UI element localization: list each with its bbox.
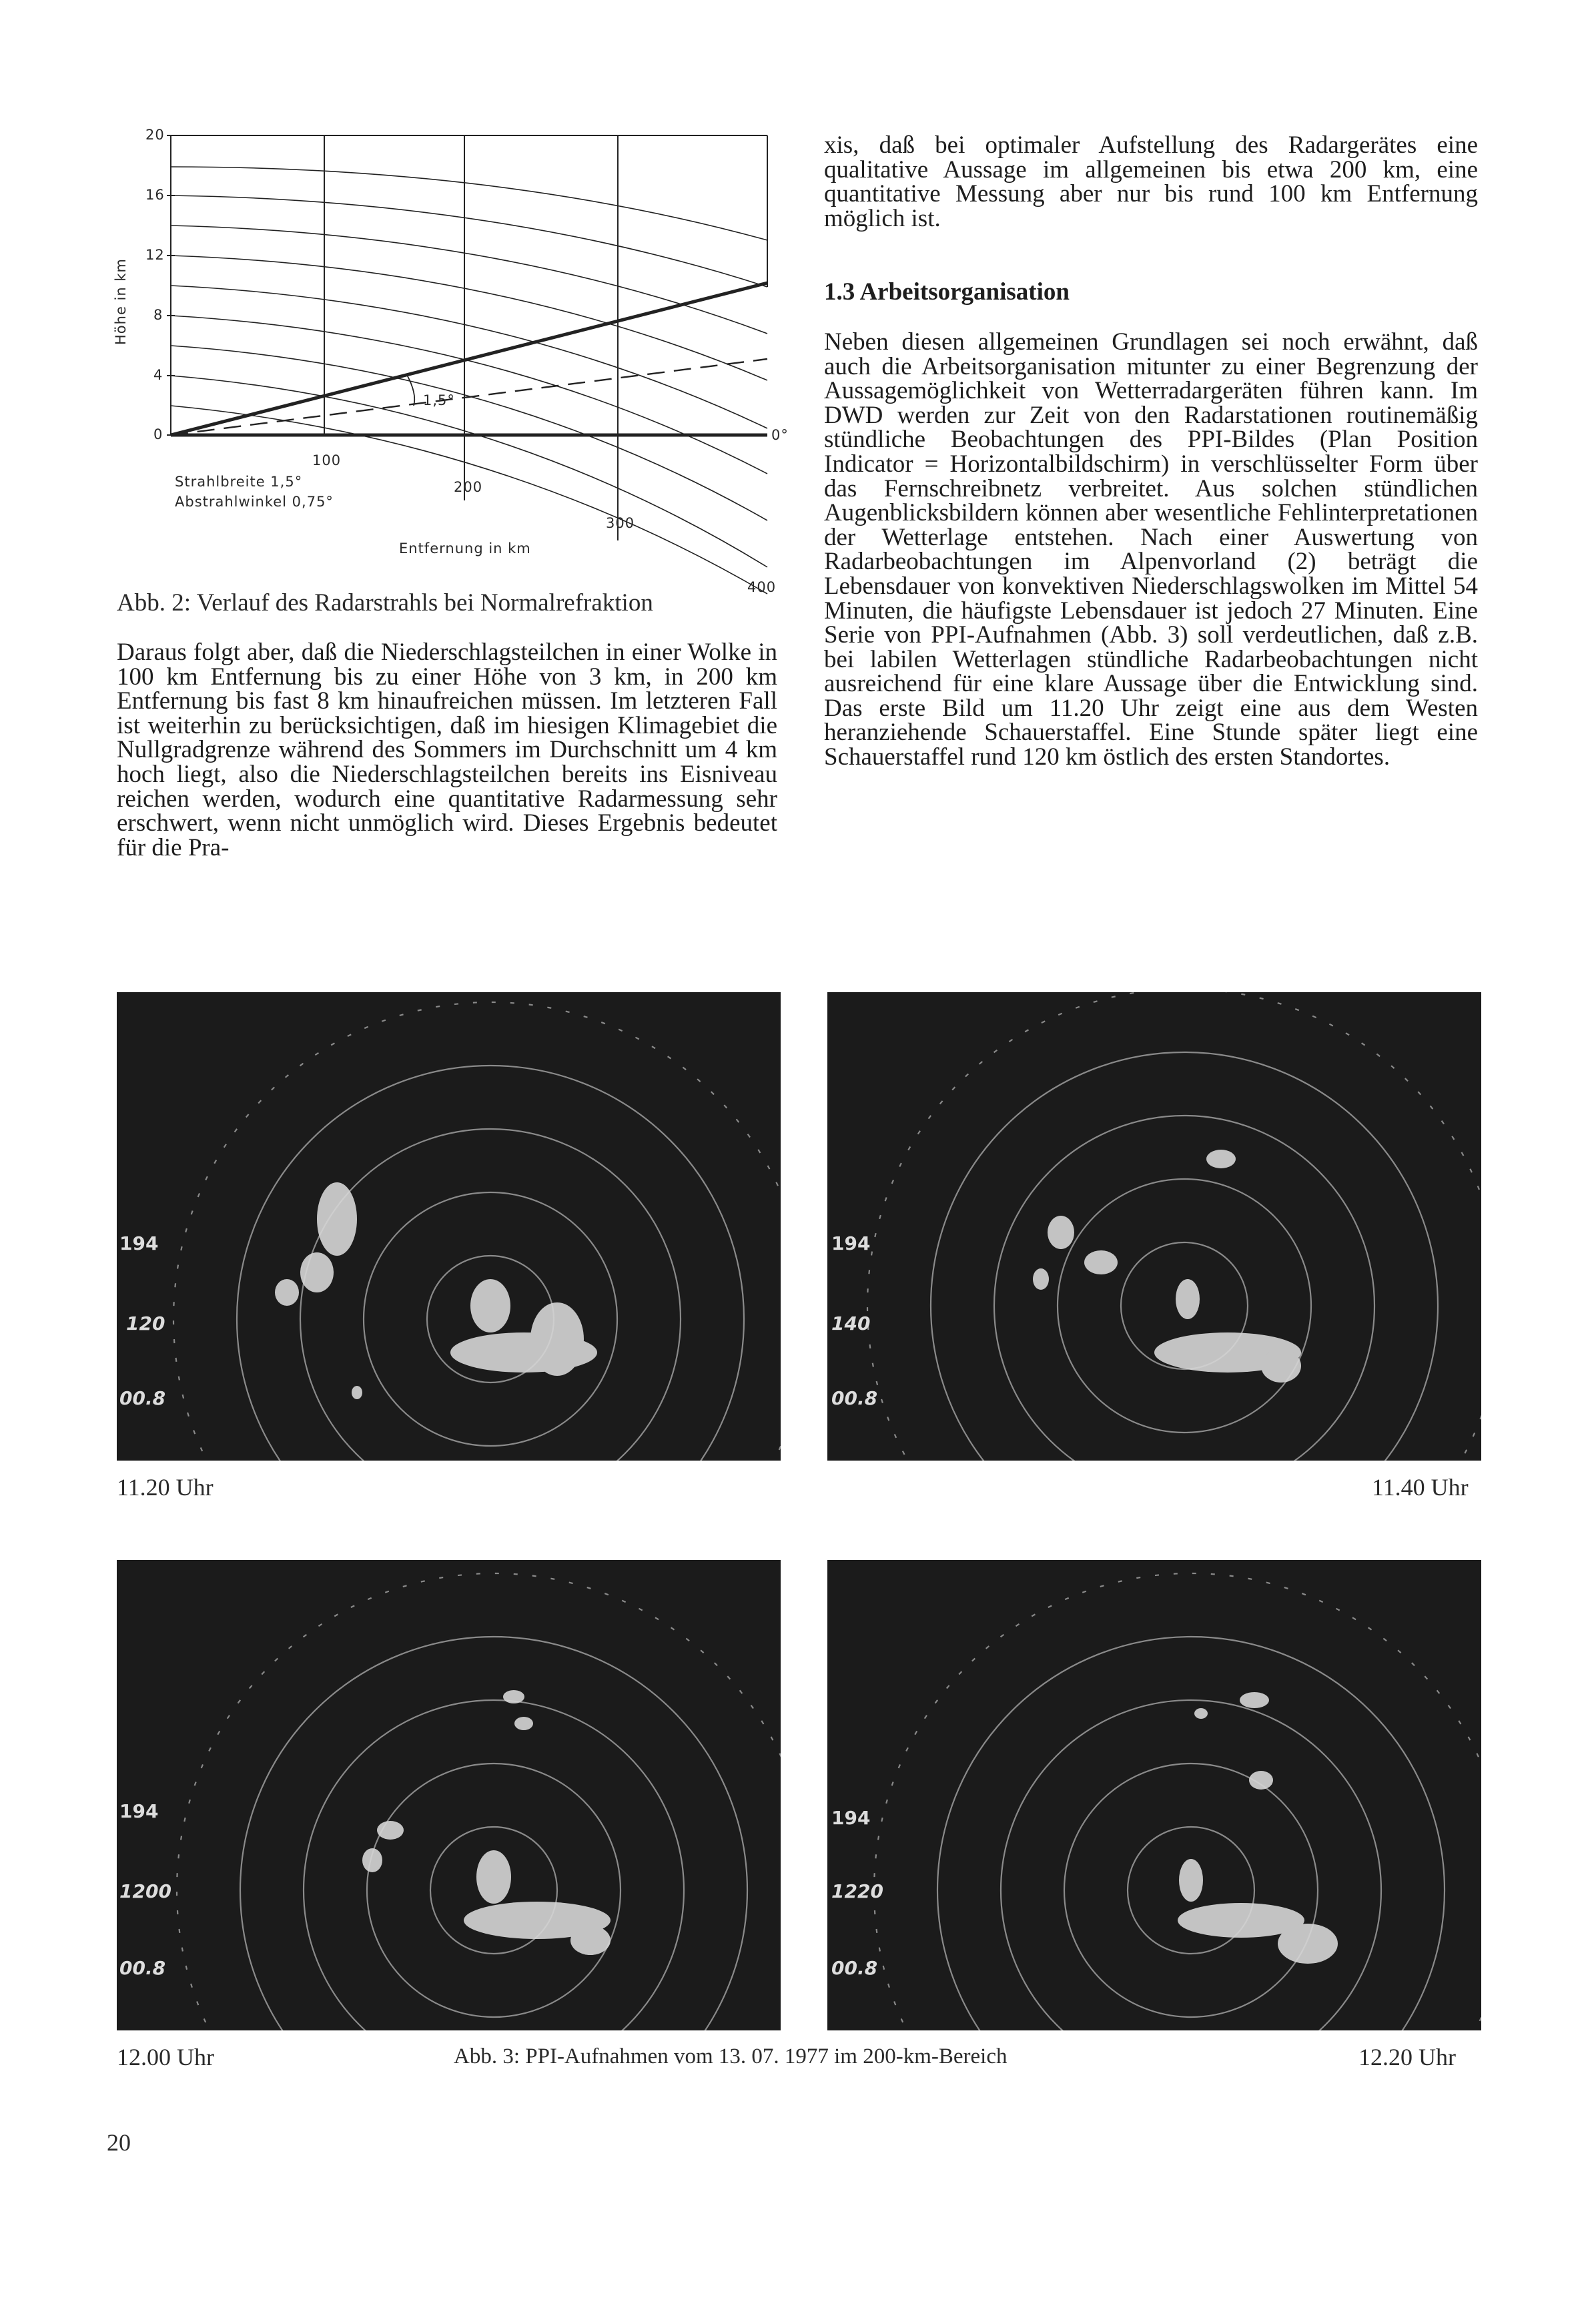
x-tick-400: 400 [747, 579, 777, 595]
right-paragraph-2: Neben diesen allgemeinen Grundlagen sei noch erwähnt, daß auch die Arbeitsorganisation mitunter zu einer Begrenzung der Aussagemöglichkeit von Wetterradargeräten führen kann. Im DWD werden zur Zeit von den Radarstationen routinemäßig stündliche Beobachtungen des PPI-Bildes (Plan Position Indicator = Horizontalbildschirm) in verschlüsselter Form über das Fernschreibnetz verbreitet. Aus solchen stündlichen Augenblicksbildern können aber wesentliche Fehlinterpretationen der Wetterlage entstehen. Nach einer Auswertung von Radarbeobachtungen im Alpenvorland (2) beträgt die Lebensdauer von konvektiven Niederschlagswolken im Mittel 54 Minuten, die häufigste Lebensdauer ist jedoch 27 Minuten. Eine Serie von PPI-Aufnahmen (Abb. 3) soll verdeutlichen, daß z.B. bei labilen Wetterlagen stündliche Radarbeobachtungen nicht ausreichend für eine klare Aussage über die Entwicklung sind. Das erste Bild um 11.20 Uhr zeigt eine aus dem Westen heranziehende Schauerstaffel. Eine Stunde später liegt eine Schauerstaffel rund 120 km östlich des ersten Standortes. [824, 328, 1478, 771]
y-tick-12: 12 [145, 247, 165, 263]
ppi-label-time-3: 1200 [119, 1880, 171, 1902]
photo-4-time: 12.20 Uhr [1358, 2044, 1456, 2070]
y-tick-20: 20 [145, 127, 165, 143]
left-column [117, 641, 777, 860]
beam-width-label: Strahlbreite 1,5° [175, 474, 303, 490]
figure-2-caption: Abb. 2: Verlauf des Radarstrahls bei Normalrefraktion [117, 589, 653, 617]
ppi-label-time-4: 1220 [831, 1880, 883, 1902]
section-heading: 1.3 Arbeitsorganisation [824, 278, 1070, 306]
y-tick-8: 8 [153, 307, 163, 323]
ppi-label-gain-2: 00.8 [831, 1387, 878, 1409]
ppi-photo-4 [827, 1560, 1481, 2030]
photo-3-time: 12.00 Uhr [117, 2044, 214, 2070]
y-tick-16: 16 [145, 187, 165, 203]
ppi-image-3 [117, 1560, 781, 2030]
figure-2 [100, 127, 801, 607]
y-tick-0: 0 [153, 426, 163, 442]
ppi-label-time-2: 140 [831, 1312, 871, 1334]
figure-3-caption: Abb. 3: PPI-Aufnahmen vom 13. 07. 1977 im 200-km-Bereich [454, 2044, 1008, 2068]
elevation-label: Abstrahlwinkel 0,75° [175, 494, 334, 510]
ppi-photo-2 [827, 992, 1481, 1461]
photo-2-time: 11.40 Uhr [1372, 1474, 1469, 1501]
ppi-label-azimuth-3: 194 [119, 1800, 159, 1822]
refraction-diagram [100, 127, 801, 607]
ppi-image-4 [827, 1560, 1481, 2030]
ppi-label-azimuth-2: 194 [831, 1232, 871, 1254]
ppi-label-gain-3: 00.8 [119, 1957, 166, 1979]
x-tick-300: 300 [606, 515, 635, 531]
y-axis-label: Höhe in km [113, 258, 129, 345]
ppi-label-azimuth-4: 194 [831, 1807, 871, 1829]
right-paragraph-1: xis, daß bei optimaler Aufstellung des Radargerätes eine qualitative Aussage im allgemeinen bis etwa 200 km, eine quantitative Messung aber nur bis rund 100 km Entfernung möglich ist. [824, 131, 1478, 232]
ppi-image-2 [827, 992, 1481, 1461]
ppi-image-1 [117, 992, 781, 1461]
x-axis-label: Entfernung in km [399, 540, 531, 556]
ppi-label-gain-4: 00.8 [831, 1957, 878, 1979]
zero-angle-label: 0° [771, 427, 789, 443]
ppi-label-time-1: 120 [126, 1312, 165, 1334]
ppi-photo-3 [117, 1560, 781, 2030]
left-paragraph: Daraus folgt aber, daß die Niederschlagsteilchen in einer Wolke in 100 km Entfernung bis zu einer Höhe von 3 km, in 200 km Entfernung bis fast 8 km hinaufreichen müssen. Im letzteren Fall ist weiterhin zu berücksichtigen, daß im hiesigen Klimagebiet die Nullgradgrenze während des Sommers im Durchschnitt um 4 km hoch liegt, also die Niederschlagsteilchen bereits ins Eisniveau reichen werden, wodurch eine quantitative Radarmessung sehr erschwert, wenn nicht unmöglich wird. Dieses Ergebnis bedeutet für die Pra- [117, 639, 777, 861]
ppi-photo-1 [117, 992, 781, 1461]
y-tick-4: 4 [153, 367, 163, 383]
angle-label: 1,5° [423, 392, 455, 408]
ppi-label-gain-1: 00.8 [119, 1387, 166, 1409]
right-column [824, 133, 1478, 770]
x-tick-200: 200 [454, 479, 483, 495]
x-tick-100: 100 [312, 452, 342, 468]
ppi-label-azimuth-1: 194 [119, 1232, 159, 1254]
page-number: 20 [107, 2129, 131, 2156]
photo-1-time: 11.20 Uhr [117, 1474, 214, 1501]
